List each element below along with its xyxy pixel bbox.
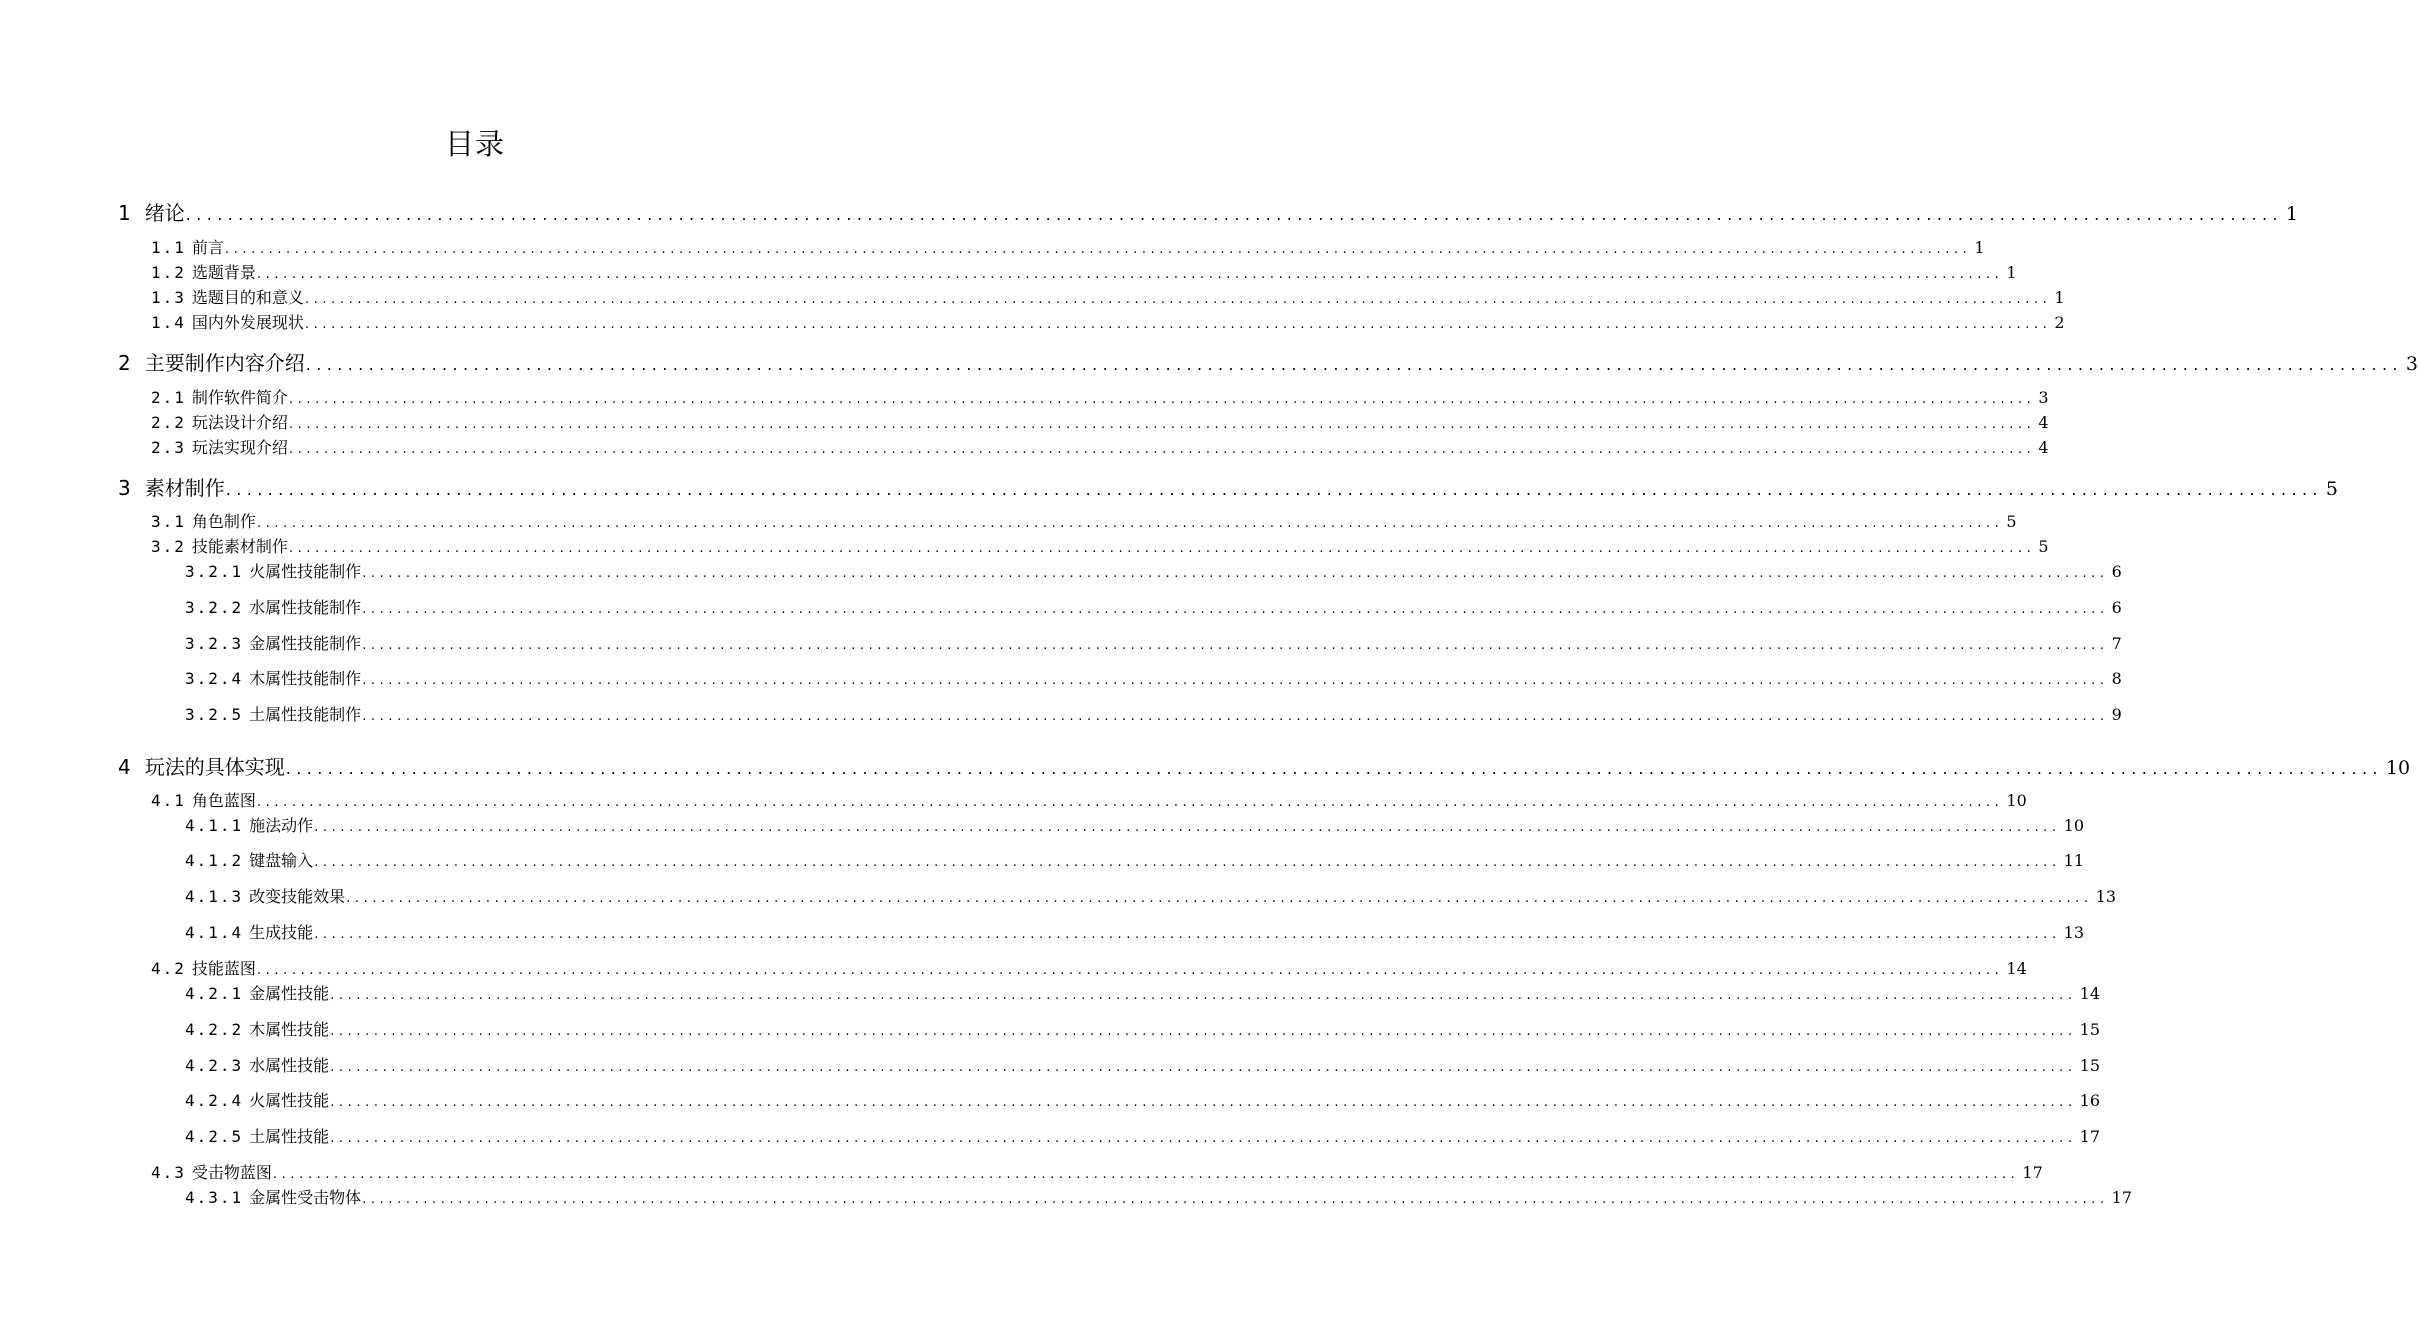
section-number: 1 [118, 201, 131, 225]
toc-entry-label [185, 702, 361, 725]
dot-leader: ........................................................................................................................................................................................................ [330, 988, 2077, 1003]
section-number: 4.3.1 [185, 1188, 244, 1207]
section-title: 水属性技能制作 [249, 598, 362, 617]
dot-leader: ........................................................................................................................................................................................................ [330, 1060, 2077, 1075]
dot-leader: ........................................................................................................................................................................................................ [272, 1167, 2020, 1182]
toc-entry-4-2[interactable] [151, 956, 2027, 978]
section-title: 国内外发展现状 [191, 313, 304, 332]
toc-entry-4-3[interactable] [151, 1160, 2043, 1182]
page-number: 10 [2063, 816, 2085, 835]
page-number: 9 [2111, 705, 2122, 724]
toc-entry-4[interactable] [118, 751, 2411, 779]
section-title: 键盘输入 [249, 851, 314, 870]
section-number: 4.3 [151, 1163, 186, 1182]
toc-entry-label [185, 920, 313, 943]
toc-entry-label [185, 1185, 361, 1208]
toc-entry-label [185, 559, 361, 582]
dot-leader: ........................................................................................................................................................................................................ [314, 855, 2061, 870]
section-number: 1.3 [151, 288, 186, 307]
dot-leader: ........................................................................................................................................................................................................ [304, 317, 2052, 332]
dot-leader: ........................................................................................................................................................................................................ [288, 541, 2036, 556]
toc-entry-1-3[interactable] [151, 285, 2065, 307]
section-number: 3.2 [151, 537, 186, 556]
page-number: 10 [2006, 791, 2027, 810]
section-title: 玩法设计介绍 [191, 413, 288, 432]
page-number: 1 [2285, 203, 2299, 225]
page-number: 17 [2022, 1163, 2043, 1182]
toc-entry-2-1[interactable] [151, 385, 2049, 407]
section-title: 金属性技能制作 [249, 634, 362, 653]
dot-leader: ........................................................................................................................................................................................................ [330, 1024, 2077, 1039]
dot-leader: ........................................................................................................................................................................................................ [305, 355, 2403, 374]
page-number: 15 [2079, 1056, 2101, 1075]
dot-leader: ........................................................................................................................................................................................................ [330, 1131, 2077, 1146]
toc-entry-3[interactable] [118, 472, 2339, 500]
toc-entry-4-1-4[interactable] [185, 920, 2085, 942]
page-number: 3 [2405, 353, 2418, 375]
toc-entry-4-3-1[interactable] [185, 1185, 2133, 1207]
toc-entry-label [151, 435, 288, 458]
section-number: 3.2.1 [185, 562, 244, 581]
toc-entry-3-2-2[interactable] [185, 595, 2122, 617]
section-title: 木属性技能制作 [249, 669, 362, 688]
page-number: 7 [2111, 634, 2122, 653]
section-title: 制作软件简介 [191, 388, 288, 407]
toc-entry-label [185, 631, 361, 654]
section-title: 土属性技能 [249, 1127, 330, 1146]
section-title: 技能蓝图 [191, 959, 256, 978]
toc-entry-label [185, 1124, 329, 1147]
section-title: 技能素材制作 [191, 537, 288, 556]
section-number: 4.2.3 [185, 1056, 244, 1075]
toc-entry-1-1[interactable] [151, 235, 1985, 257]
section-number: 4.2.2 [185, 1020, 244, 1039]
toc-entry-3-2-3[interactable] [185, 631, 2122, 653]
toc-entry-label [185, 813, 313, 836]
section-title: 选题目的和意义 [191, 288, 304, 307]
page-number: 14 [2079, 984, 2101, 1003]
page-number: 17 [2111, 1188, 2133, 1207]
section-title: 受击物蓝图 [191, 1163, 272, 1182]
dot-leader: ........................................................................................................................................................................................................ [256, 963, 2004, 978]
toc-entry-2-3[interactable] [151, 435, 2049, 457]
toc-entry-label [151, 260, 256, 283]
toc-entry-label [185, 666, 361, 689]
section-number: 4.2 [151, 959, 186, 978]
section-number: 3 [118, 476, 131, 500]
section-title: 水属性技能 [249, 1056, 330, 1075]
dot-leader: ........................................................................................................................................................................................................ [304, 292, 2052, 307]
toc-entry-label [151, 310, 304, 333]
section-title: 改变技能效果 [249, 887, 346, 906]
toc-entry-4-1[interactable] [151, 788, 2027, 810]
toc-entry-label [185, 1053, 329, 1076]
page-number: 5 [2006, 512, 2017, 531]
dot-leader: ........................................................................................................................................................................................................ [330, 1095, 2077, 1110]
section-title: 选题背景 [191, 263, 256, 282]
toc-entry-label [185, 595, 361, 618]
section-number: 4.1.3 [185, 887, 244, 906]
section-title: 前言 [191, 238, 224, 257]
toc-title: 目录 [444, 127, 505, 161]
toc-entry-label [151, 788, 256, 811]
section-number: 2.1 [151, 388, 186, 407]
page-number: 14 [2006, 959, 2027, 978]
toc-entry-4-2-3[interactable] [185, 1053, 2101, 1075]
toc-entry-label [118, 347, 305, 376]
toc-entry-2[interactable] [118, 347, 2418, 375]
dot-leader: ........................................................................................................................................................................................................ [225, 480, 2323, 499]
page-number: 10 [2385, 757, 2411, 779]
toc-entry-label [151, 509, 256, 532]
toc-entry-label [118, 197, 185, 226]
toc-entry-label [151, 410, 288, 433]
dot-leader: ........................................................................................................................................................................................................ [346, 891, 2093, 906]
dot-leader: ........................................................................................................................................................................................................ [362, 602, 2109, 617]
toc-entry-4-2-1[interactable] [185, 981, 2101, 1003]
toc-entry-1-2[interactable] [151, 260, 2017, 282]
page-number: 5 [2038, 537, 2049, 556]
dot-leader: ........................................................................................................................................................................................................ [288, 442, 2036, 457]
toc-entry-1-4[interactable] [151, 310, 2065, 332]
dot-leader: ........................................................................................................................................................................................................ [362, 673, 2109, 688]
section-title: 土属性技能制作 [249, 705, 362, 724]
section-number: 3.2.2 [185, 598, 244, 617]
section-title: 生成技能 [249, 923, 314, 942]
toc-entry-3-2-4[interactable] [185, 666, 2122, 688]
page-number: 3 [2038, 388, 2049, 407]
section-number: 3.2.5 [185, 705, 244, 724]
toc-entry-label [151, 534, 288, 557]
toc-entry-4-1-1[interactable] [185, 813, 2085, 835]
page-number: 1 [2006, 263, 2017, 282]
page-number: 6 [2111, 562, 2122, 581]
page-number: 15 [2079, 1020, 2101, 1039]
page-number: 11 [2063, 851, 2085, 870]
toc-entry-label [185, 1017, 329, 1040]
page-number: 6 [2111, 598, 2122, 617]
toc-entry-3-2-5[interactable] [185, 702, 2122, 724]
toc-entry-label [185, 981, 329, 1004]
section-title: 绪论 [144, 201, 185, 225]
section-number: 1.1 [151, 238, 186, 257]
toc-entry-4-1-3[interactable] [185, 884, 2117, 906]
toc-entry-3-2[interactable] [151, 534, 2049, 556]
toc-entry-label [185, 884, 345, 907]
dot-leader: ........................................................................................................................................................................................................ [224, 242, 1972, 257]
dot-leader: ........................................................................................................................................................................................................ [362, 1192, 2109, 1207]
toc-entry-2-2[interactable] [151, 410, 2049, 432]
toc-entry-label [118, 751, 285, 780]
dot-leader: ........................................................................................................................................................................................................ [288, 417, 2036, 432]
dot-leader: ........................................................................................................................................................................................................ [314, 820, 2061, 835]
section-title: 玩法实现介绍 [191, 438, 288, 457]
page-number: 5 [2325, 478, 2339, 500]
toc-entry-4-2-4[interactable] [185, 1088, 2101, 1110]
dot-leader: ........................................................................................................................................................................................................ [256, 795, 2004, 810]
section-number: 4 [118, 755, 131, 779]
page-number: 2 [2054, 313, 2065, 332]
dot-leader: ........................................................................................................................................................................................................ [314, 927, 2061, 942]
section-number: 2.2 [151, 413, 186, 432]
toc-entry-4-2-5[interactable] [185, 1124, 2101, 1146]
section-title: 金属性受击物体 [249, 1188, 362, 1207]
toc-entry-1[interactable] [118, 197, 2299, 225]
section-number: 3.1 [151, 512, 186, 531]
toc-entry-label [185, 1088, 329, 1111]
dot-leader: ........................................................................................................................................................................................................ [362, 638, 2109, 653]
section-number: 1.4 [151, 313, 186, 332]
section-title: 木属性技能 [249, 1020, 330, 1039]
toc-entry-label [185, 848, 313, 871]
dot-leader: ........................................................................................................................................................................................................ [185, 205, 2283, 224]
section-title: 玩法的具体实现 [144, 755, 285, 779]
section-number: 4.1.2 [185, 851, 244, 870]
section-title: 素材制作 [144, 476, 225, 500]
toc-entry-3-2-1[interactable] [185, 559, 2122, 581]
toc-entry-4-2-2[interactable] [185, 1017, 2101, 1039]
section-number: 4.2.5 [185, 1127, 244, 1146]
page-number: 4 [2038, 438, 2049, 457]
toc-entry-label [151, 956, 256, 979]
toc-entry-label [151, 285, 304, 308]
section-title: 施法动作 [249, 816, 314, 835]
section-number: 4.2.1 [185, 984, 244, 1003]
page-number: 1 [1974, 238, 1985, 257]
dot-leader: ........................................................................................................................................................................................................ [256, 267, 2004, 282]
toc-entry-label [118, 472, 225, 501]
page-number: 16 [2079, 1091, 2101, 1110]
page-number: 13 [2095, 887, 2117, 906]
dot-leader: ........................................................................................................................................................................................................ [362, 566, 2109, 581]
page-number: 17 [2079, 1127, 2101, 1146]
section-number: 4.1.1 [185, 816, 244, 835]
toc-entry-3-1[interactable] [151, 509, 2017, 531]
section-number: 2 [118, 351, 131, 375]
toc-entry-4-1-2[interactable] [185, 848, 2085, 870]
section-title: 主要制作内容介绍 [144, 351, 305, 375]
section-number: 4.1 [151, 791, 186, 810]
dot-leader: ........................................................................................................................................................................................................ [285, 759, 2383, 778]
section-title: 角色制作 [191, 512, 256, 531]
section-number: 4.2.4 [185, 1091, 244, 1110]
section-number: 3.2.4 [185, 669, 244, 688]
dot-leader: ........................................................................................................................................................................................................ [256, 516, 2004, 531]
page-number: 1 [2054, 288, 2065, 307]
toc-entry-label [151, 385, 288, 408]
toc-entry-label [151, 235, 224, 258]
section-number: 2.3 [151, 438, 186, 457]
section-number: 3.2.3 [185, 634, 244, 653]
section-title: 角色蓝图 [191, 791, 256, 810]
toc-entry-label [151, 1160, 272, 1183]
dot-leader: ........................................................................................................................................................................................................ [362, 709, 2109, 724]
section-number: 4.1.4 [185, 923, 244, 942]
page-number: 8 [2111, 669, 2122, 688]
page-number: 13 [2063, 923, 2085, 942]
section-number: 1.2 [151, 263, 186, 282]
section-title: 金属性技能 [249, 984, 330, 1003]
section-title: 火属性技能 [249, 1091, 330, 1110]
page-number: 4 [2038, 413, 2049, 432]
section-title: 火属性技能制作 [249, 562, 362, 581]
dot-leader: ........................................................................................................................................................................................................ [288, 392, 2036, 407]
